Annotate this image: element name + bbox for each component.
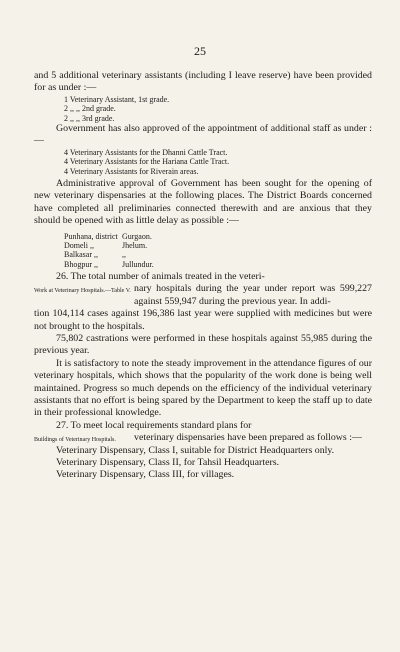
paragraph: veterinary dispensaries have been prepared as follows :— bbox=[134, 432, 362, 444]
place-row: Punhana, district Gurgaon. bbox=[64, 231, 152, 241]
paragraph: 27. To meet local requirements standard plans for bbox=[56, 419, 252, 431]
page-number: 25 bbox=[194, 44, 206, 58]
paragraph: Government has also approved of the appointment of additional staff as under :— bbox=[34, 123, 372, 147]
margin-note-block bbox=[34, 283, 372, 308]
paragraph: 26. The total number of animals treated in the veteri- bbox=[56, 270, 265, 282]
list-item: 2 ,, ,, 2nd grade. bbox=[64, 104, 116, 114]
additional-staff-list bbox=[34, 148, 372, 176]
place-row: Bhogpur ,, Jullundur. bbox=[64, 259, 154, 269]
paragraph: It is satisfactory to note the steady improvement in the attendance figures of our veterinary hospitals, which shows that the popularity of the work done is being well maintained. Progress so much depends on the efficiency of the individual veterinary assistants that no effort is being spared by the Department to keep the staff up to date in their professional knowledge. bbox=[34, 357, 372, 419]
place-row: Balkasar ,, ,, bbox=[64, 250, 126, 260]
paragraph: and 5 additional veterinary assistants (including I leave reserve) have been provided for as under :— bbox=[34, 70, 372, 94]
margin-note: Buildings of Veterinary Hospitals. bbox=[34, 437, 116, 444]
paragraph: Veterinary Dispensary, Class III, for villages. bbox=[56, 469, 235, 481]
list-item: 4 Veterinary Assistants for the Dhanni Cattle Tract. bbox=[64, 147, 228, 157]
paragraph: Veterinary Dispensary, Class II, for Tahsil Headquarters. bbox=[56, 456, 280, 468]
place-row: Domeli ,, Jhelum. bbox=[64, 240, 148, 250]
paragraph: nary hospitals during the year under report was 599,227 against 559,947 during the previous year. In addi- bbox=[134, 283, 372, 307]
paragraph: Administrative approval of Government has been sought for the opening of new veterinary dispensaries at the following places. The District Boards concerned have completed all preliminaries connected therewith and are anxious that they should be opened with as little delay as possible :— bbox=[34, 178, 372, 227]
paragraph: Veterinary Dispensary, Class I, suitable for District Headquarters only. bbox=[56, 444, 335, 456]
staff-list bbox=[34, 95, 372, 123]
paragraph: tion 104,114 cases against 196,386 last year were supplied with medicines but were not brought to the hospitals. bbox=[34, 308, 372, 332]
page-body bbox=[34, 70, 372, 482]
paragraph: 75,802 castrations were performed in these hospitals against 55,985 during the previous year. bbox=[34, 332, 372, 357]
margin-note: Work at Veterinary Hospitals.—Table V. bbox=[34, 288, 131, 295]
places-list bbox=[64, 232, 372, 269]
list-item: 2 ,, ,, 3rd grade. bbox=[64, 113, 115, 123]
margin-note-block bbox=[34, 432, 372, 444]
list-item: 1 Veterinary Assistant, 1st grade. bbox=[64, 94, 170, 104]
list-item: 4 Veterinary Assistants for Riverain areas. bbox=[64, 166, 199, 176]
list-item: 4 Veterinary Assistants for the Hariana Cattle Tract. bbox=[64, 157, 230, 167]
